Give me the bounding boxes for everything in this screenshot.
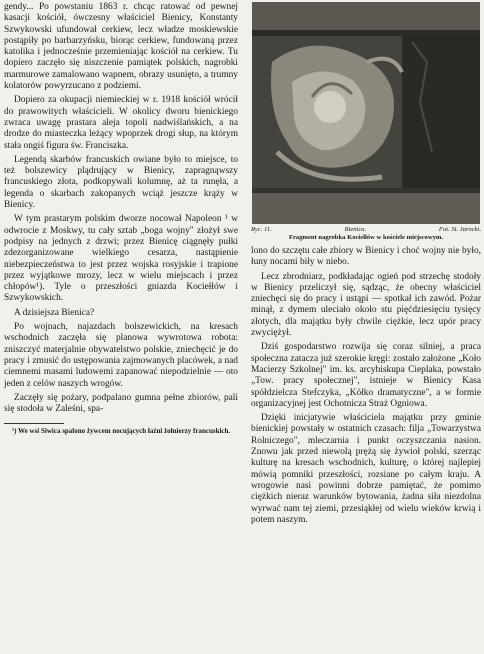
tomb-fragment-photo (252, 2, 480, 224)
paragraph: gendy... Po powstaniu 1863 r. chcąc ratować od pewnej kasacji kościół, ówczesny właściciel Bienicy, Konstanty Szwykowski ufundował cerkiew, lecz władze moskiewskie postąpiły po barbarzyńsku, biorąc cerkiew, fundowaną przez katolika i jednocześnie przemieniając kościół na cerkiew. Tu dopiero zaczęło się niszczenie pamiątek polskich, nagrobki marmurowe zamalowano wapnem, obrazy usunięto, a trumny kolatorów powyrzucano z podziemi. (4, 2, 238, 92)
paragraph: Zaczęły się pożary, podpalano gumna pełne zbiorów, pali się stodoła w Zaleśni, spa- (4, 392, 238, 415)
caption-place: Bienica. (344, 226, 367, 233)
paragraph: Legendą skarbów francuskich owiane było to miejsce, to też bolszewicy plądrujący w Bienicy, zapragnąwszy francuskiego złota, podkopywali kolumnę, aż ta runęła, a legenda o skarbach zakopanych wciąż jeszcze krąży w Bienicy. (4, 154, 238, 211)
paragraph: A dzisiejsza Bienica? (14, 307, 95, 318)
paragraph: W tym prastarym polskim dworze nocował Napoleon ¹ w odwrocie z Moskwy, tu cały sztab „boga wojny" złożył swe podpisy na jednych z drzwi; przez Bienicę ciągnęły pułki zdezorganizowane wielkiego cesarza, nastąpienie niebezpieczeństwa to jest przez wojska rosyjskie i trapione przez wyjątkowe mrozy, lecz w wielu miejscach i przez chłopów¹). Tyle o przeszłości gniazda Kociełłów i Szwykowskich. (4, 214, 238, 304)
caption-figure-number: Ryc. 11. (251, 226, 272, 233)
caption-photo-credit: Fot. St. Jarocki. (438, 226, 481, 233)
paragraph: Dopiero za okupacji niemieckiej w r. 1918 kościół wrócił do prawowitych właścicieli. W okolicy dworu bienickiego zwraca uwagę prastara aleja topoli nadwiślańskich, a na drodze do miasteczka leżący wpoprzek drogi słup, na którym stała ongiś figura św. Franciszka. (4, 95, 238, 151)
caption-meta (251, 226, 481, 234)
paragraph: Po wojnach, najazdach bolszewickich, na kresach wschodnich zaczęła się planowa wywrotowa robota: zniszczyć materjalnie obywatelstwo polskie, zniechęcić je do pracy i zmusić do ustępowania zajmowanych placówek, a nad ciemnemi masami ludowemi zapanować niepodzielnie — oto jeden z celów naszych wrogów. (4, 322, 238, 389)
paragraph: Lecz zbrodniarz, podkładając ogień pod strzechę stodoły w Bienicy przeliczył się, sądząc, że obecny właściciel zniechęci się do pracy i ustąpi — spotkał ich zawód. Pożar minął, z dymem uleciało około stu pięćdziesięciu tysięcy złotych, dla majątku były chwile ciężkie, lecz upór pracy zwyciężył. (251, 271, 481, 339)
right-column (251, 2, 481, 529)
caption-title: Fragment nagrobka Kociełłów w kościele miejscowym. (288, 234, 444, 241)
figure-caption (251, 226, 481, 242)
left-column (4, 2, 238, 439)
footnote: ¹) We wsi Siwica spalono żywcem nocujących łaźni żołnierzy francuskich. (12, 427, 231, 436)
paragraph: Dzięki inicjatywie właściciela majątku przy gminie bienickiej powstały w ostatnich czasach: filja „Towarzystwa Rolniczego", mleczarnia i punkt oczyszczania nasion. Znowu jak przed niewolą prężą się żywioł polski, szerząc kulturę na kresach wschodnich, kulturę, o której najlepiej mówią pomniki przeszłości, rozsiane po całym kraju. A wrogowie nasi powinni dobrze pamiętać, że pomimo ciężkich nieraz warunków bytowania, żadna siła niezdolna wyrwać nam tej ziemi, przesiąkłej od wielu wieków krwią i potem naszym. (251, 413, 481, 525)
paragraph: Dziś gospodarstwo rozwija się coraz silniej, a praca społeczna zatacza już szerokie kręgi: zostało założone „Koło Macierzy Szkolnej" im. ks. arcybiskupa Cieplaka, powstało „Tow. pracy społecznej", istnieje w Bienicy Kasa spółdzielcza Stefczyka, „Kółko dramatyczne", a w formie organizacyjnej jest Ochotnicza Straż Ogniowa. (251, 342, 481, 409)
paragraph: lono do szczętu całe zbiory w Bienicy i choć wojny nie było, łuny nocami biły w niebo. (251, 246, 481, 268)
tomb-relief-image (252, 2, 480, 224)
footnote-divider (4, 423, 64, 424)
